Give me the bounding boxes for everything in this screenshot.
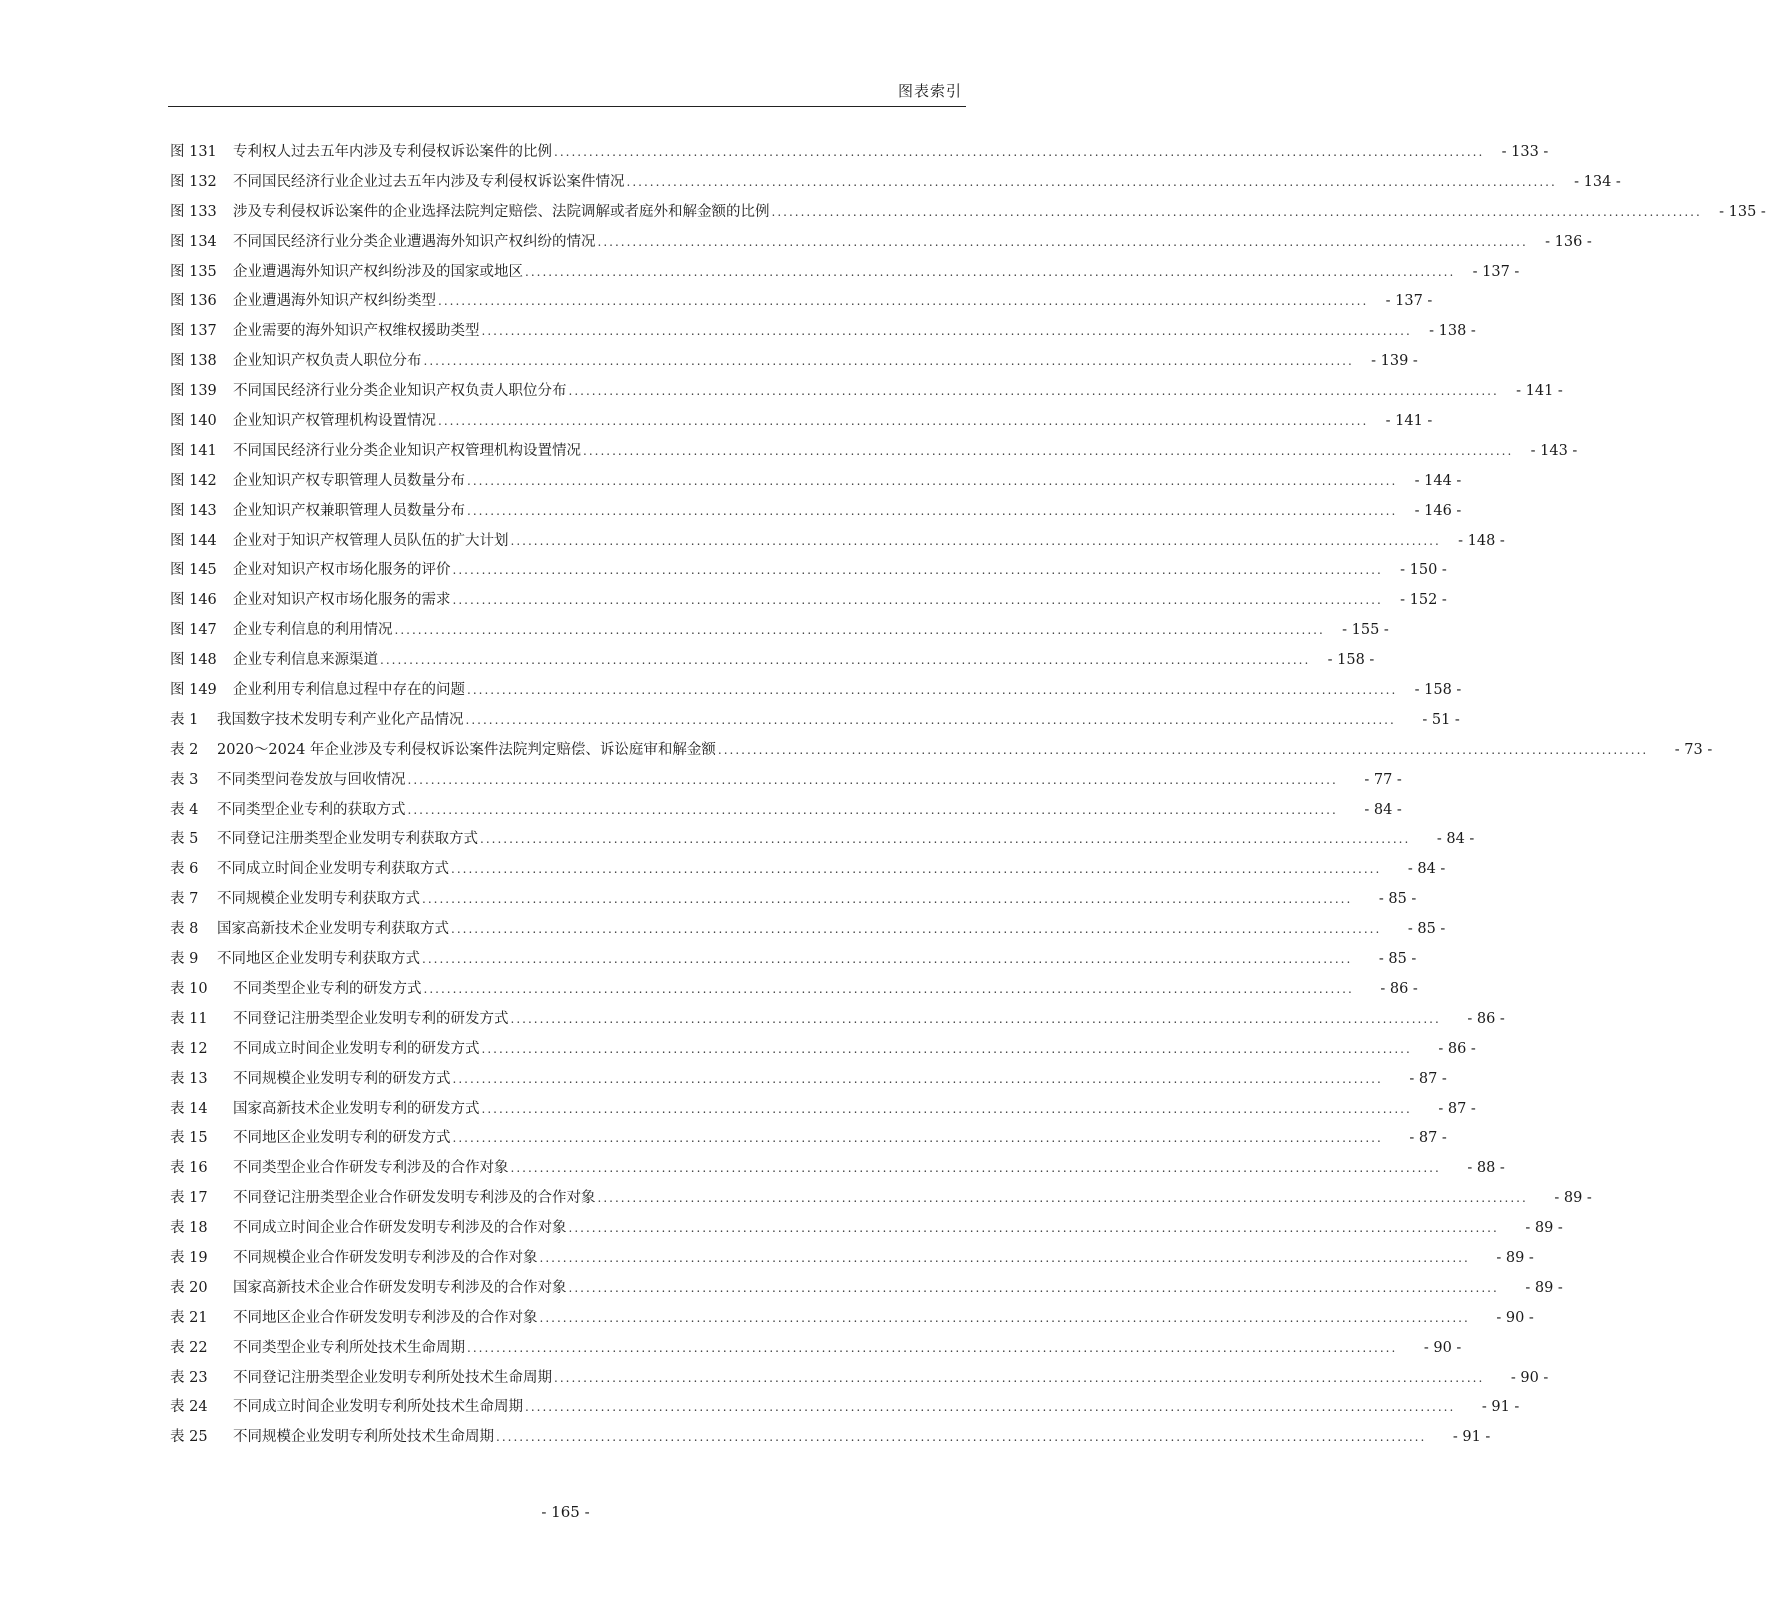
- toc-entry-label: 图 148: [170, 652, 217, 669]
- toc-entry-page: - 136 -: [1545, 233, 1592, 250]
- toc-entry-page: - 135 -: [1719, 203, 1766, 220]
- toc-entry[interactable]: [170, 437, 1578, 467]
- toc-entry[interactable]: [170, 347, 1418, 377]
- toc-entry-label: 图 145: [170, 562, 217, 579]
- toc-entry-label: 图 131: [170, 144, 217, 160]
- toc-entry-title: 涉及专利侵权诉讼案件的企业选择法院判定赔偿、法院调解或者庭外和解金额的比例: [233, 203, 770, 220]
- toc-entry-title: 不同规模企业发明专利获取方式: [217, 891, 420, 908]
- toc-dot-leader: [467, 497, 1397, 527]
- toc-entry-page: - 85 -: [1378, 951, 1417, 968]
- toc-entry[interactable]: [170, 1334, 1462, 1364]
- toc-entry-label: 图 146: [170, 592, 217, 609]
- toc-entry[interactable]: [170, 1244, 1534, 1274]
- toc-dot-leader: [438, 287, 1368, 317]
- toc-dot-leader: [511, 1005, 1441, 1035]
- toc-entry-label: 图 135: [170, 263, 217, 280]
- toc-entry-page: - 144 -: [1414, 472, 1462, 489]
- toc-entry-label: 表 14: [170, 1100, 208, 1117]
- toc-entry-title: 企业知识产权兼职管理人员数量分布: [233, 502, 465, 519]
- toc-entry-label: 表 22: [170, 1339, 208, 1356]
- toc-dot-leader: [482, 1035, 1412, 1065]
- toc-entry-title: 企业对知识产权市场化服务的需求: [233, 592, 451, 609]
- toc-entry[interactable]: [170, 1423, 1491, 1453]
- toc-entry-title: 不同成立时间企业发明专利获取方式: [217, 861, 449, 878]
- toc-entry-title: 国家高新技术企业合作研发发明专利涉及的合作对象: [233, 1279, 567, 1296]
- toc-entry-title: 不同登记注册类型企业发明专利获取方式: [217, 831, 478, 848]
- toc-dot-leader: [583, 437, 1513, 467]
- toc-entry-label: 表 10: [170, 980, 208, 997]
- toc-entry-label: 表 23: [170, 1369, 208, 1386]
- toc-entry-title: 不同类型企业专利的研发方式: [233, 980, 422, 997]
- toc-entry-title: 2020～2024 年企业涉及专利侵权诉讼案件法院判定赔偿、诉讼庭审和解金额: [217, 741, 716, 758]
- toc-entry[interactable]: [170, 1364, 1549, 1394]
- toc-entry[interactable]: [170, 556, 1447, 586]
- toc-entry-title: 不同成立时间企业发明专利所处技术生命周期: [233, 1399, 523, 1416]
- toc-entry-page: - 137 -: [1385, 293, 1433, 310]
- toc-entry-page: - 84 -: [1364, 801, 1402, 818]
- toc-entry-label: 图 139: [170, 383, 217, 400]
- toc-entry-title: 不同国民经济行业分类企业知识产权管理机构设置情况: [233, 442, 581, 459]
- toc-entry-title: 不同登记注册类型企业发明专利所处技术生命周期: [233, 1369, 552, 1386]
- toc-dot-leader: [482, 1095, 1412, 1125]
- toc-entry[interactable]: [170, 1184, 1592, 1214]
- toc-entry-page: - 51 -: [1422, 711, 1460, 728]
- toc-entry-page: - 89 -: [1496, 1249, 1534, 1266]
- toc-entry-title: 不同成立时间企业合作研发发明专利涉及的合作对象: [233, 1220, 567, 1237]
- page-number: - 165 -: [541, 1503, 590, 1521]
- toc-entry-label: 表 19: [170, 1249, 208, 1266]
- toc-entry-label: 表 2: [170, 741, 199, 758]
- header-title: 图表索引: [897, 82, 962, 100]
- toc-entry-label: 表 1: [170, 711, 199, 728]
- toc-entry[interactable]: [170, 317, 1476, 347]
- toc-entry-label: 表 20: [170, 1279, 208, 1296]
- toc-dot-leader: [496, 1423, 1426, 1453]
- toc-entry-label: 表 5: [170, 831, 199, 848]
- toc-entry-label: 图 144: [170, 532, 217, 549]
- toc-dot-leader: [408, 796, 1338, 826]
- toc-entry[interactable]: [170, 168, 1621, 198]
- toc-entry-page: - 133 -: [1501, 144, 1549, 160]
- toc-entry-title: 企业知识产权管理机构设置情况: [233, 413, 436, 430]
- toc-entry-page: - 90 -: [1510, 1369, 1549, 1386]
- toc-entry-page: - 85 -: [1407, 921, 1446, 938]
- toc-entry-page: - 148 -: [1458, 532, 1505, 549]
- toc-entry-page: - 158 -: [1327, 652, 1375, 669]
- toc-entry[interactable]: [170, 1124, 1447, 1154]
- toc-entry-title: 国家高新技术企业发明专利的研发方式: [233, 1100, 480, 1117]
- toc-dot-leader: [482, 317, 1412, 347]
- toc-entry[interactable]: [170, 915, 1446, 945]
- toc-entry[interactable]: [170, 497, 1462, 527]
- toc-entry-page: - 155 -: [1342, 622, 1389, 639]
- toc-entry-page: - 143 -: [1530, 442, 1578, 459]
- toc-entry[interactable]: [170, 1393, 1520, 1423]
- toc-entry-title: 我国数字技术发明专利产业化产品情况: [217, 711, 464, 728]
- toc-entry-label: 图 136: [170, 293, 217, 310]
- toc-dot-leader: [627, 168, 1557, 198]
- toc-entry-label: 表 6: [170, 861, 199, 878]
- toc-entry[interactable]: [170, 736, 1713, 766]
- toc-dot-leader: [540, 1244, 1470, 1274]
- toc-entry-page: - 138 -: [1429, 323, 1476, 340]
- toc-entry-page: - 86 -: [1380, 980, 1418, 997]
- toc-entry-label: 表 13: [170, 1070, 208, 1087]
- toc-entry-title: 企业知识产权专职管理人员数量分布: [233, 472, 465, 489]
- toc-dot-leader: [525, 258, 1455, 288]
- toc-entry[interactable]: [170, 1095, 1476, 1125]
- toc-entry-label: 表 3: [170, 771, 199, 788]
- toc-entry-page: - 85 -: [1378, 891, 1417, 908]
- toc-entry-page: - 152 -: [1400, 592, 1447, 609]
- toc-entry[interactable]: [170, 855, 1446, 885]
- toc-entry[interactable]: [170, 527, 1505, 557]
- toc-entry-label: 图 143: [170, 502, 217, 519]
- toc-entry-label: 表 17: [170, 1190, 208, 1207]
- toc-entry[interactable]: [170, 885, 1417, 915]
- toc-entry[interactable]: [170, 975, 1418, 1005]
- toc-entry[interactable]: [170, 198, 1766, 228]
- toc-entry-title: 不同规模企业发明专利的研发方式: [233, 1070, 451, 1087]
- toc-entry[interactable]: [170, 616, 1389, 646]
- toc-entry-title: 企业遭遇海外知识产权纠纷类型: [233, 293, 436, 310]
- toc-dot-leader: [408, 766, 1338, 796]
- toc-entry-page: - 91 -: [1452, 1429, 1491, 1446]
- toc-entry[interactable]: [170, 825, 1475, 855]
- toc-entry-label: 表 8: [170, 921, 199, 938]
- toc-entry-page: - 84 -: [1407, 861, 1446, 878]
- toc-entry-page: - 150 -: [1400, 562, 1447, 579]
- toc-entry-label: 图 137: [170, 323, 217, 340]
- toc-entry-page: - 141 -: [1516, 383, 1563, 400]
- toc-entry[interactable]: [170, 706, 1460, 736]
- toc-entry-title: 企业遭遇海外知识产权纠纷涉及的国家或地区: [233, 263, 523, 280]
- toc-entry-title: 不同国民经济行业企业过去五年内涉及专利侵权诉讼案件情况: [233, 173, 625, 190]
- page-header: [168, 76, 966, 107]
- toc-entry-page: - 158 -: [1414, 682, 1462, 699]
- toc-entry-label: 表 18: [170, 1220, 208, 1237]
- toc-entry-title: 不同类型企业专利所处技术生命周期: [233, 1339, 465, 1356]
- toc-entry[interactable]: [170, 1214, 1563, 1244]
- toc-entry-title: 企业对于知识产权管理人员队伍的扩大计划: [233, 532, 509, 549]
- toc-entry-title: 不同登记注册类型企业合作研发发明专利涉及的合作对象: [233, 1190, 596, 1207]
- toc-entry-title: 企业对知识产权市场化服务的评价: [233, 562, 451, 579]
- toc-entry-title: 不同地区企业合作研发发明专利涉及的合作对象: [233, 1309, 538, 1326]
- toc-entry[interactable]: [170, 1304, 1534, 1334]
- toc-entry-title: 专利权人过去五年内涉及专利侵权诉讼案件的比例: [233, 144, 552, 160]
- toc-entry[interactable]: [170, 945, 1417, 975]
- toc-list: [170, 138, 1766, 1453]
- toc-entry-title: 不同类型企业专利的获取方式: [217, 801, 406, 818]
- toc-entry[interactable]: [170, 676, 1462, 706]
- toc-entry-title: 不同成立时间企业发明专利的研发方式: [233, 1040, 480, 1057]
- toc-entry[interactable]: [170, 1005, 1505, 1035]
- toc-entry[interactable]: [170, 796, 1402, 826]
- toc-entry-page: - 89 -: [1525, 1279, 1563, 1296]
- toc-dot-leader: [451, 915, 1381, 945]
- toc-dot-leader: [569, 1274, 1499, 1304]
- toc-entry[interactable]: [170, 586, 1447, 616]
- toc-entry-title: 不同国民经济行业分类企业遭遇海外知识产权纠纷的情况: [233, 233, 596, 250]
- toc-entry-page: - 87 -: [1438, 1100, 1476, 1117]
- toc-entry-title: 不同地区企业发明专利的研发方式: [233, 1130, 451, 1147]
- toc-entry-label: 图 133: [170, 203, 217, 220]
- toc-entry-page: - 139 -: [1371, 353, 1418, 370]
- toc-dot-leader: [424, 975, 1354, 1005]
- toc-entry-page: - 90 -: [1423, 1339, 1462, 1356]
- toc-dot-leader: [438, 407, 1368, 437]
- toc-dot-leader: [540, 1304, 1470, 1334]
- toc-entry-title: 企业利用专利信息过程中存在的问题: [233, 682, 465, 699]
- toc-entry-label: 表 12: [170, 1040, 208, 1057]
- toc-entry-page: - 137 -: [1472, 263, 1520, 280]
- toc-dot-leader: [598, 228, 1528, 258]
- toc-entry-label: 表 25: [170, 1429, 208, 1446]
- toc-entry[interactable]: [170, 287, 1433, 317]
- toc-entry-title: 不同类型问卷发放与回收情况: [217, 771, 406, 788]
- toc-entry[interactable]: [170, 646, 1375, 676]
- toc-entry-page: - 89 -: [1554, 1190, 1592, 1207]
- toc-entry-page: - 86 -: [1438, 1040, 1476, 1057]
- toc-entry-title: 企业需要的海外知识产权维权援助类型: [233, 323, 480, 340]
- toc-entry-page: - 91 -: [1481, 1399, 1520, 1416]
- toc-entry-page: - 77 -: [1364, 771, 1402, 788]
- toc-entry-label: 表 9: [170, 951, 199, 968]
- toc-dot-leader: [718, 736, 1648, 766]
- toc-dot-leader: [453, 556, 1383, 586]
- toc-entry-title: 企业专利信息的利用情况: [233, 622, 393, 639]
- toc-entry-page: - 90 -: [1496, 1309, 1534, 1326]
- toc-entry-label: 图 140: [170, 413, 217, 430]
- toc-entry-label: 表 21: [170, 1309, 208, 1326]
- toc-entry[interactable]: [170, 766, 1402, 796]
- toc-entry[interactable]: [170, 1154, 1505, 1184]
- toc-entry-page: - 88 -: [1467, 1160, 1505, 1177]
- toc-entry-label: 图 132: [170, 173, 217, 190]
- toc-dot-leader: [422, 885, 1352, 915]
- toc-entry-page: - 141 -: [1385, 413, 1433, 430]
- toc-entry-page: - 146 -: [1414, 502, 1462, 519]
- toc-entry-page: - 84 -: [1436, 831, 1475, 848]
- toc-entry-page: - 134 -: [1574, 173, 1621, 190]
- toc-dot-leader: [511, 527, 1441, 557]
- toc-entry-page: - 87 -: [1409, 1070, 1447, 1087]
- toc-dot-leader: [424, 347, 1354, 377]
- toc-dot-leader: [453, 1065, 1383, 1095]
- toc-dot-leader: [480, 825, 1410, 855]
- toc-dot-leader: [554, 1364, 1484, 1394]
- toc-entry-label: 图 142: [170, 472, 217, 489]
- toc-entry[interactable]: [170, 228, 1592, 258]
- toc-entry[interactable]: [170, 467, 1462, 497]
- toc-entry-title: 国家高新技术企业发明专利获取方式: [217, 921, 449, 938]
- toc-dot-leader: [569, 377, 1499, 407]
- toc-dot-leader: [395, 616, 1325, 646]
- toc-dot-leader: [380, 646, 1310, 676]
- toc-entry-label: 图 138: [170, 353, 217, 370]
- toc-entry-label: 表 15: [170, 1130, 208, 1147]
- toc-entry-label: 表 7: [170, 891, 199, 908]
- toc-entry-title: 不同规模企业合作研发发明专利涉及的合作对象: [233, 1249, 538, 1266]
- toc-entry-title: 企业专利信息来源渠道: [233, 652, 378, 669]
- toc-entry-title: 不同规模企业发明专利所处技术生命周期: [233, 1429, 494, 1446]
- toc-entry-label: 图 147: [170, 622, 217, 639]
- toc-entry-page: - 87 -: [1409, 1130, 1447, 1147]
- toc-dot-leader: [598, 1184, 1528, 1214]
- toc-entry-title: 不同登记注册类型企业发明专利的研发方式: [233, 1010, 509, 1027]
- toc-dot-leader: [554, 138, 1484, 168]
- toc-entry-page: - 86 -: [1467, 1010, 1505, 1027]
- toc-dot-leader: [511, 1154, 1441, 1184]
- toc-dot-leader: [453, 1124, 1383, 1154]
- toc-entry-title: 不同国民经济行业分类企业知识产权负责人职位分布: [233, 383, 567, 400]
- toc-dot-leader: [451, 855, 1381, 885]
- toc-entry-label: 图 134: [170, 233, 217, 250]
- toc-dot-leader: [453, 586, 1383, 616]
- toc-entry-label: 图 141: [170, 442, 217, 459]
- toc-entry-page: - 73 -: [1674, 741, 1713, 758]
- toc-dot-leader: [466, 706, 1396, 736]
- toc-entry[interactable]: [170, 1065, 1447, 1095]
- toc-entry[interactable]: [170, 407, 1433, 437]
- toc-entry-page: - 89 -: [1525, 1220, 1563, 1237]
- toc-dot-leader: [525, 1393, 1455, 1423]
- toc-entry-label: 表 4: [170, 801, 199, 818]
- toc-entry-label: 表 16: [170, 1160, 208, 1177]
- toc-dot-leader: [467, 1334, 1397, 1364]
- toc-entry-label: 表 11: [170, 1010, 208, 1027]
- toc-entry-label: 表 24: [170, 1399, 208, 1416]
- toc-entry-title: 不同类型企业合作研发专利涉及的合作对象: [233, 1160, 509, 1177]
- toc-dot-leader: [569, 1214, 1499, 1244]
- toc-entry-title: 企业知识产权负责人职位分布: [233, 353, 422, 370]
- toc-dot-leader: [467, 676, 1397, 706]
- toc-entry[interactable]: [170, 138, 1549, 168]
- toc-entry[interactable]: [170, 1035, 1476, 1065]
- toc-dot-leader: [422, 945, 1352, 975]
- toc-entry-label: 图 149: [170, 682, 217, 699]
- toc-entry[interactable]: [170, 377, 1563, 407]
- toc-dot-leader: [467, 467, 1397, 497]
- toc-entry[interactable]: [170, 1274, 1563, 1304]
- toc-dot-leader: [772, 198, 1702, 228]
- toc-entry-title: 不同地区企业发明专利获取方式: [217, 951, 420, 968]
- toc-entry[interactable]: [170, 258, 1520, 288]
